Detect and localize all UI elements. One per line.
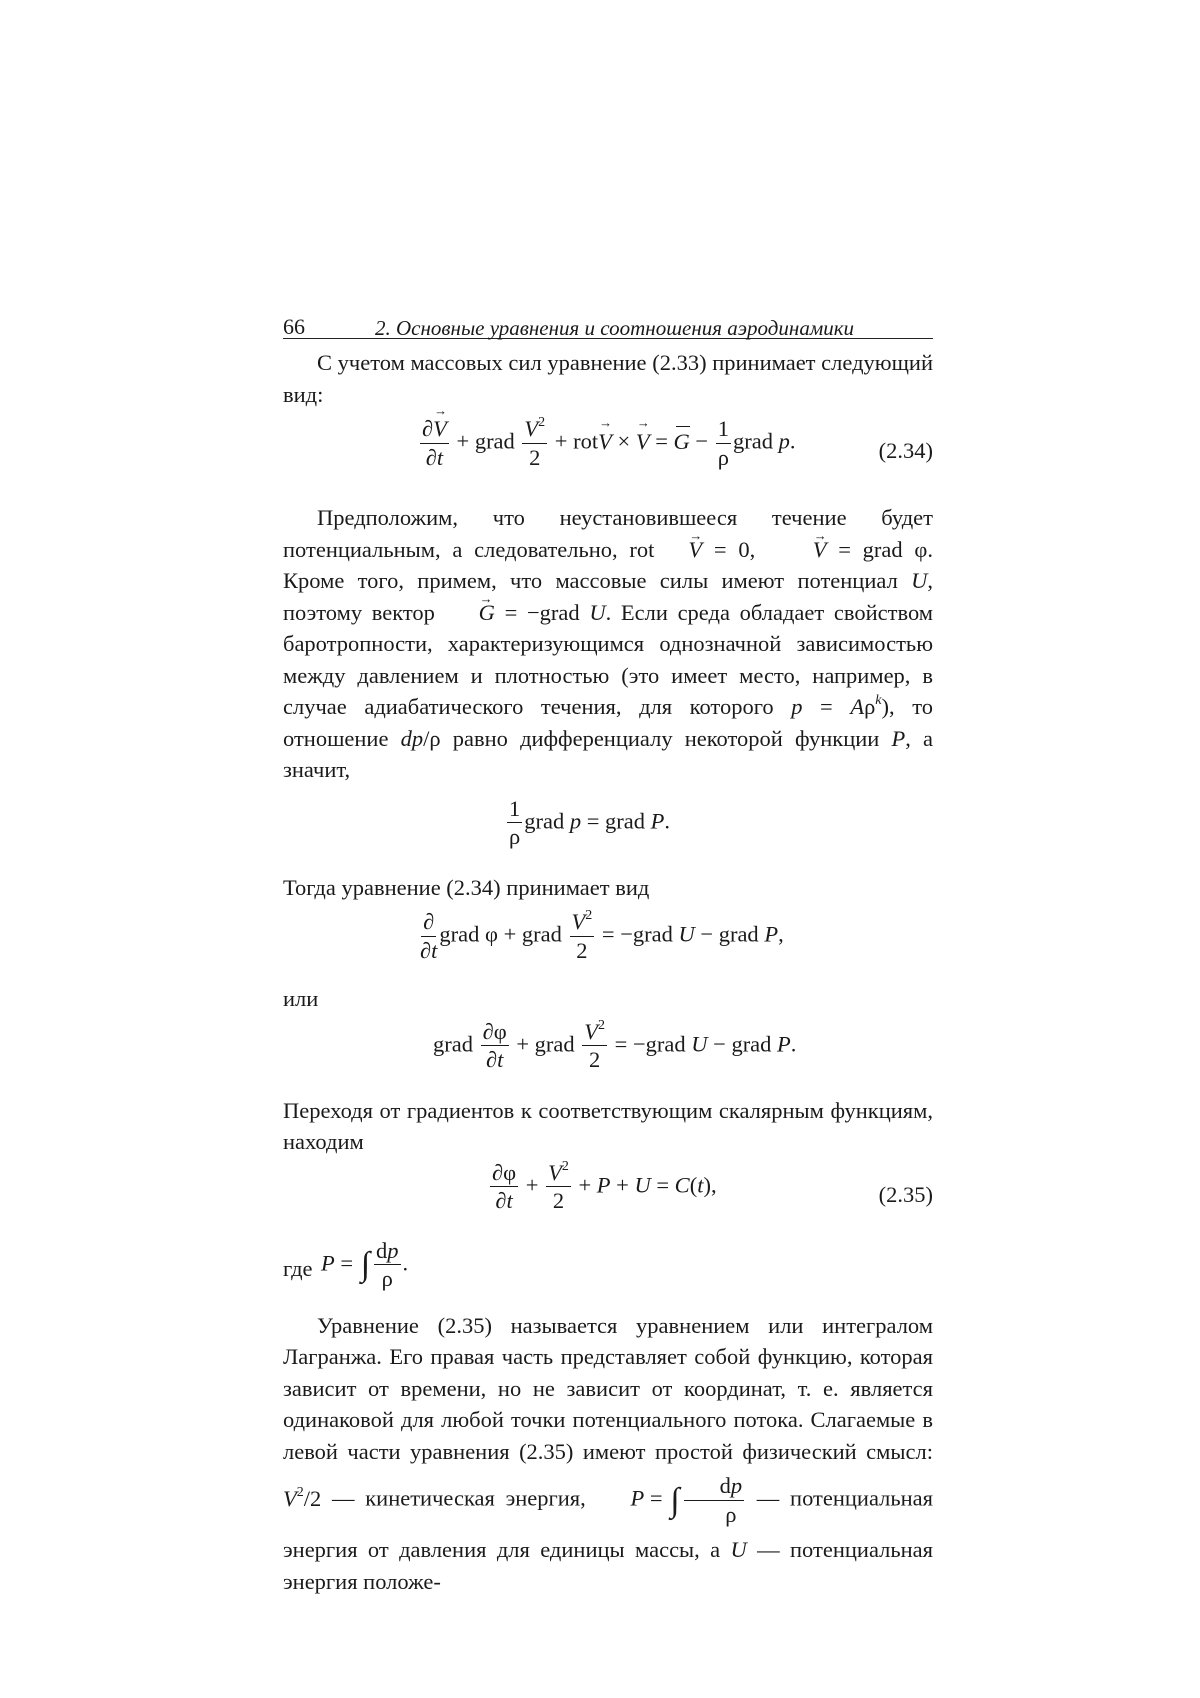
equation-2-35 <box>283 1158 933 1240</box>
equation-2-35-body: $\frac{\partial\varphi}{\partial t}$ + $\frac{V^2}{2}$ + P + U = C(t), <box>492 1158 717 1213</box>
or-line: или <box>283 986 319 1011</box>
equation-unsteady <box>283 903 933 983</box>
running-header <box>283 300 933 339</box>
paragraph-text: равно дифференциалу некоторой функции <box>452 725 880 751</box>
chapter-title: 2. Основные уравнения и соотношения аэродинамики <box>375 316 855 340</box>
inline-formula-p-integral: P = ∫ $\frac{dp}{\rho}$ <box>630 1473 743 1527</box>
paragraph-text: — потенциальная энергия от давления для единицы массы, а <box>283 1485 934 1562</box>
paragraph-text: — кинетическая энергия, <box>332 1485 586 1511</box>
equation-grad-p <box>283 786 933 872</box>
paragraph-text: , поэтому вектор <box>283 568 933 625</box>
paragraph-text: Кроме того, примем, что массовые силы имеют потенциал <box>283 568 898 593</box>
paragraph-text: , а значит, <box>283 725 934 782</box>
transition-paragraph: Переходя от градиентов к соответствующим скалярным функциям, находим <box>283 1097 933 1154</box>
equation-2-34 <box>283 410 933 492</box>
equation-unsteady-body: $\frac{\partial}{\partial t}$ grad φ + grad $\frac{V^2}{2}$ = −grad U − grad P, <box>420 908 784 963</box>
inline-formula-kinetic: $V^2/2$ <box>283 1484 322 1511</box>
definition-p-integral: P = ∫ $\frac{dp}{\rho}$ . <box>321 1237 409 1291</box>
inline-formula-g: → G = −grad U <box>445 600 606 625</box>
equation-grad-form-body: grad $\frac{\partial\varphi}{\partial t}$ + grad $\frac{V^2}{2}$ = −grad U − grad P. <box>433 1017 797 1072</box>
equation-2-34-body: $\frac{\partial\to V}{\partial t}$ + grad $\frac{V^2}{2}$ + rot→ V × → V = G − $\frac{1}{\rho}$ grad p. <box>418 418 795 469</box>
inline-formula-adiabat: $p = A\rho^k$ <box>791 693 882 719</box>
paragraph-text: Уравнение (2.35) называется уравнением или интегралом Лагранжа. Его правая часть представляет собой функцию, которая зависит от времени, но не зависит от координат, т. е. является одинаковой для любой точки потенциального потока. Слагаемые в левой части уравнения (2.35) имеют простой физический смысл: <box>283 1312 933 1464</box>
equation-grad-p-body: $\frac{1}{\rho}$ grad p = grad P. <box>509 795 671 849</box>
paragraph-text: Предположим, что неустановившееся течение будет потенциальным, а следовательно, <box>283 505 933 562</box>
lagrange-paragraph: Уравнение (2.35) называется уравнением или интегралом Лагранжа. Его правая часть представляет собой функцию, которая зависит от времени, но не зависит от координат, т. е. является одинаковой для любой точки потенциального потока. Слагаемые в левой части уравнения (2.35) имеют простой физический смысл: $V^2/2$ — кинетическая энергия, P = ∫ $\frac{dp}{\rho}$ — потенциальная энергия от давления для единицы массы, а U — потенциальная энергия положе- <box>283 1312 934 1594</box>
page <box>283 300 933 1597</box>
paragraph-text: — потенциальная энергия положе- <box>283 1537 934 1594</box>
inline-formula-rot: rot→ V = 0, → V = grad φ. <box>629 537 933 562</box>
where-definition <box>283 1237 933 1304</box>
then-line: Тогда уравнение (2.34) принимает вид <box>283 874 650 900</box>
page-number: 66 <box>283 314 305 339</box>
equation-2-35-label: (2.35) <box>878 1181 933 1207</box>
equation-2-34-label: (2.34) <box>878 438 933 463</box>
where-label: где <box>283 1255 313 1281</box>
equation-grad-form <box>283 1015 933 1095</box>
paragraph-text: ), то отношение <box>283 694 933 751</box>
intro-paragraph: С учетом массовых сил уравнение (2.33) принимает следующий вид: <box>283 350 933 407</box>
paragraph-text: . Если среда обладает свойством баротропности, характеризующимся однозначной зависимостью между давлением и плотностью (это имеет место, например, в случае адиабатического течения, для которого <box>283 599 934 719</box>
potential-flow-paragraph: Предположим, что неустановившееся течение будет потенциальным, а следовательно, rot→ V = 0, → V = grad φ. Кроме того, примем, что массовые силы имеют потенциал U, поэтому вектор → G = −grad U. Если среда обладает свойством баротропности, характеризующимся однозначной зависимостью между давлением и плотностью (это имеет место, например, в случае адиабатического течения, для которого $p = A\rho^k$), то отношение dp/ρ равно дифференциалу некоторой функции P, а значит, <box>283 502 933 786</box>
